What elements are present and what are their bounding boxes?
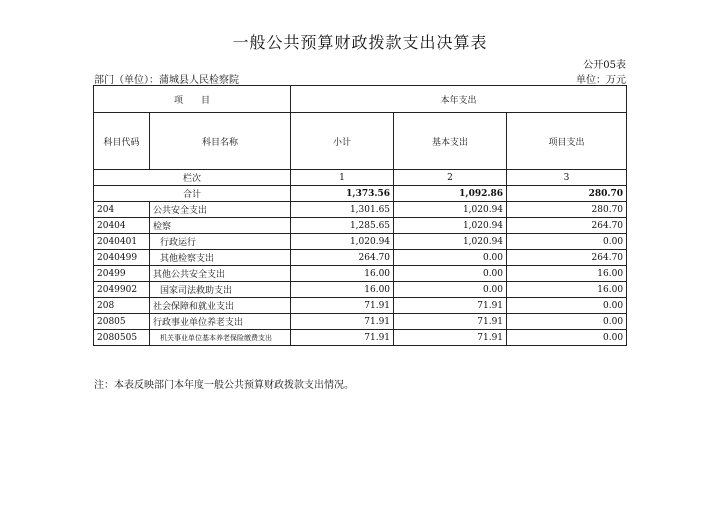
row-subtotal: 1,020.94 (291, 234, 394, 250)
header-code: 科目代码 (94, 113, 150, 170)
row-project: 0.00 (507, 234, 627, 250)
row-name: 国家司法救助支出 (150, 282, 291, 298)
row-name: 社会保障和就业支出 (150, 298, 291, 314)
row-subtotal: 264.70 (291, 250, 394, 266)
row-code: 2040401 (94, 234, 150, 250)
unit-label: 单位：万元 (576, 75, 626, 86)
row-name: 公共安全支出 (150, 202, 291, 218)
row-subtotal: 71.91 (291, 330, 394, 346)
column-index-1: 1 (291, 170, 394, 186)
table-row (94, 330, 627, 346)
header-item: 项 目 (94, 86, 291, 113)
row-subtotal: 71.91 (291, 298, 394, 314)
row-subtotal: 16.00 (291, 282, 394, 298)
row-basic: 1,020.94 (394, 218, 507, 234)
row-basic: 0.00 (394, 266, 507, 282)
row-project: 16.00 (507, 266, 627, 282)
page-title: 一般公共预算财政拨款支出决算表 (232, 33, 488, 52)
total-project: 280.70 (507, 186, 627, 202)
header-project: 项目支出 (507, 113, 627, 170)
row-project: 16.00 (507, 282, 627, 298)
row-code: 20499 (94, 266, 150, 282)
row-name: 行政运行 (150, 234, 291, 250)
row-basic: 1,020.94 (394, 234, 507, 250)
row-subtotal: 71.91 (291, 314, 394, 330)
column-index-2: 2 (394, 170, 507, 186)
row-code: 2049902 (94, 282, 150, 298)
row-name: 其他公共安全支出 (150, 266, 291, 282)
row-project: 280.70 (507, 202, 627, 218)
form-number: 公开05表 (583, 60, 626, 71)
expenditure-table (93, 85, 627, 346)
column-index-3: 3 (507, 170, 627, 186)
table-row (94, 218, 627, 234)
row-subtotal: 1,285.65 (291, 218, 394, 234)
column-index-label: 栏次 (94, 170, 291, 186)
table-row (94, 298, 627, 314)
row-basic: 0.00 (394, 250, 507, 266)
header-basic: 基本支出 (394, 113, 507, 170)
row-name: 行政事业单位养老支出 (150, 314, 291, 330)
row-project: 264.70 (507, 218, 627, 234)
row-project: 264.70 (507, 250, 627, 266)
row-code: 204 (94, 202, 150, 218)
row-subtotal: 16.00 (291, 266, 394, 282)
header-subtotal: 小计 (291, 113, 394, 170)
row-code: 20404 (94, 218, 150, 234)
row-basic: 1,020.94 (394, 202, 507, 218)
header-name: 科目名称 (150, 113, 291, 170)
row-code: 2040499 (94, 250, 150, 266)
department-label: 部门（单位）：蒲城县人民检察院 (94, 75, 239, 86)
total-basic: 1,092.86 (394, 186, 507, 202)
table-row (94, 234, 627, 250)
table-row (94, 282, 627, 298)
table-row (94, 250, 627, 266)
row-code: 20805 (94, 314, 150, 330)
row-name: 检察 (150, 218, 291, 234)
row-subtotal: 1,301.65 (291, 202, 394, 218)
total-subtotal: 1,373.56 (291, 186, 394, 202)
row-project: 0.00 (507, 298, 627, 314)
row-basic: 71.91 (394, 298, 507, 314)
table-row (94, 266, 627, 282)
table-row (94, 314, 627, 330)
footnote: 注：本表反映部门本年度一般公共预算财政拨款支出情况。 (94, 380, 354, 391)
total-label: 合计 (94, 186, 291, 202)
row-code: 208 (94, 298, 150, 314)
row-name: 其他检察支出 (150, 250, 291, 266)
row-code: 2080505 (94, 330, 150, 346)
row-basic: 71.91 (394, 314, 507, 330)
table-row (94, 202, 627, 218)
row-project: 0.00 (507, 330, 627, 346)
row-basic: 71.91 (394, 330, 507, 346)
row-basic: 0.00 (394, 282, 507, 298)
row-name: 机关事业单位基本养老保险缴费支出 (150, 330, 291, 346)
header-current-year: 本年支出 (291, 86, 627, 113)
row-project: 0.00 (507, 314, 627, 330)
